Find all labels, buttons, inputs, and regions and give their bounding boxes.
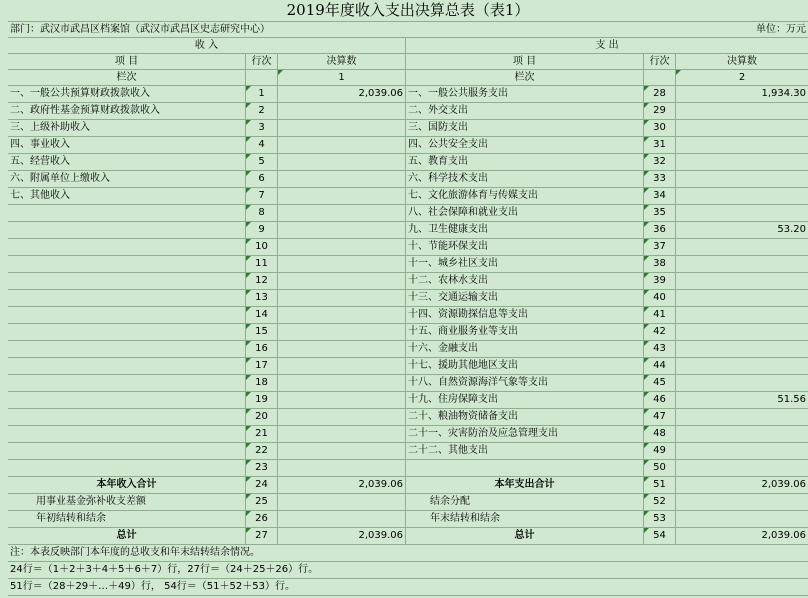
cell-marker-icon [246,375,251,380]
unit-label[interactable]: 单位：万元 [728,22,808,38]
expense-amount-cell[interactable] [676,290,808,307]
cell-marker-icon [644,477,649,482]
expense-item-cell[interactable]: 十、节能环保支出 [406,239,644,256]
cell-marker-icon [246,273,251,278]
table-row [0,307,808,324]
expense-amount-cell[interactable] [676,171,808,188]
cell-marker-icon [644,409,649,414]
expense-rowno-cell[interactable]: 51 [644,477,676,494]
expense-rowno-cell[interactable]: 40 [644,290,676,307]
department-label[interactable]: 部门：武汉市武昌区档案馆（武汉市武昌区史志研究中心） [8,22,728,38]
cell-marker-icon [246,256,251,261]
expense-item-cell[interactable]: 五、教育支出 [406,154,644,171]
expense-rowno-cell[interactable]: 52 [644,494,676,511]
cell-marker-icon [644,341,649,346]
income-rowno-cell[interactable]: 21 [246,426,278,443]
income-item-cell[interactable]: 四、事业收入 [8,137,246,154]
expense-rowno-cell[interactable]: 49 [644,443,676,460]
expense-rowno-cell[interactable]: 38 [644,256,676,273]
expense-amount-header[interactable]: 决算数 [676,54,808,70]
income-item-cell[interactable] [8,324,246,341]
expense-amount-cell[interactable] [676,375,808,392]
cell-marker-icon [676,70,681,75]
expense-rowno-cell[interactable]: 29 [644,103,676,120]
expense-lanci-rowno[interactable] [644,70,676,86]
income-item-cell[interactable]: 六、附属单位上缴收入 [8,171,246,188]
expense-rowno-cell[interactable]: 48 [644,426,676,443]
income-rowno-cell[interactable]: 17 [246,358,278,375]
table-row [0,341,808,358]
income-rowno-cell[interactable]: 12 [246,273,278,290]
expense-rowno-cell[interactable]: 31 [644,137,676,154]
income-rowno-cell[interactable]: 9 [246,222,278,239]
income-item-cell[interactable] [8,409,246,426]
income-item-cell[interactable]: 七、其他收入 [8,188,246,205]
income-rowno-cell[interactable]: 18 [246,375,278,392]
income-amount-cell[interactable] [278,426,406,443]
expense-amount-cell[interactable]: 2,039.06 [676,528,808,545]
cell-marker-icon [246,205,251,210]
cell-marker-icon [644,222,649,227]
expense-item-cell[interactable]: 十二、农林水支出 [406,273,644,290]
income-amount-cell[interactable] [278,137,406,154]
expense-amount-cell[interactable]: 1,934.30 [676,86,808,103]
income-amount-cell[interactable] [278,273,406,290]
cell-marker-icon [246,137,251,142]
cell-marker-icon [246,154,251,159]
table-row [0,137,808,154]
table-row [0,392,808,409]
cell-marker-icon [246,443,251,448]
expense-amount-cell[interactable]: 51.56 [676,392,808,409]
title-row [0,0,808,22]
income-item-cell[interactable]: 总计 [8,528,246,545]
expense-item-cell[interactable]: 十八、自然资源海洋气象等支出 [406,375,644,392]
income-amount-cell[interactable] [278,392,406,409]
cell-marker-icon [278,70,283,75]
expense-rowno-cell[interactable]: 47 [644,409,676,426]
expense-amount-cell[interactable] [676,273,808,290]
income-rowno-cell[interactable]: 11 [246,256,278,273]
formula-note-1[interactable]: 24行＝（1＋2＋3＋4＋5＋6＋7）行，27行＝（24＋25＋26）行。 [8,562,808,579]
table-row [0,477,808,494]
expense-item-cell[interactable]: 十九、住房保障支出 [406,392,644,409]
income-amount-cell[interactable] [278,239,406,256]
income-amount-cell[interactable] [278,171,406,188]
expense-col-number[interactable]: 2 [676,70,808,86]
table-row [0,443,808,460]
cell-marker-icon [644,460,649,465]
table-row [0,290,808,307]
header-row-3 [0,70,808,86]
income-item-cell[interactable]: 一、一般公共预算财政拨款收入 [8,86,246,103]
table-row [0,460,808,477]
income-item-cell[interactable]: 年初结转和结余 [8,511,246,528]
income-item-cell[interactable]: 三、上级补助收入 [8,120,246,137]
note-text[interactable]: 注：本表反映部门本年度的总收支和年末结转结余情况。 [8,545,808,562]
cell-marker-icon [246,528,251,533]
income-amount-cell[interactable] [278,494,406,511]
cell-marker-icon [644,239,649,244]
expense-amount-cell[interactable]: 2,039.06 [676,477,808,494]
income-item-cell[interactable] [8,375,246,392]
expense-amount-cell[interactable] [676,494,808,511]
cell-marker-icon [644,154,649,159]
expense-rowno-cell[interactable]: 30 [644,120,676,137]
expense-item-cell[interactable]: 结余分配 [406,494,644,511]
income-rowno-cell[interactable]: 20 [246,409,278,426]
income-rowno-header[interactable]: 行次 [246,54,278,70]
expense-rowno-cell[interactable]: 53 [644,511,676,528]
income-amount-cell[interactable]: 2,039.06 [278,86,406,103]
note-row-2 [0,562,808,579]
income-amount-cell[interactable] [278,358,406,375]
expense-rowno-cell[interactable]: 28 [644,86,676,103]
table-row [0,324,808,341]
table-row [0,494,808,511]
income-amount-cell[interactable] [278,188,406,205]
income-rowno-cell[interactable]: 26 [246,511,278,528]
income-rowno-cell[interactable]: 13 [246,290,278,307]
income-rowno-cell[interactable]: 27 [246,528,278,545]
expense-amount-cell[interactable] [676,443,808,460]
expense-amount-cell[interactable] [676,205,808,222]
table-row [0,171,808,188]
expense-rowno-cell[interactable]: 32 [644,154,676,171]
cell-marker-icon [246,290,251,295]
income-amount-cell[interactable] [278,290,406,307]
income-rowno-cell[interactable]: 15 [246,324,278,341]
income-amount-cell[interactable] [278,341,406,358]
expense-item-cell[interactable]: 九、卫生健康支出 [406,222,644,239]
income-amount-cell[interactable]: 2,039.06 [278,528,406,545]
cell-marker-icon [644,443,649,448]
expense-amount-cell[interactable] [676,426,808,443]
income-amount-cell[interactable] [278,205,406,222]
cell-marker-icon [246,307,251,312]
income-item-header[interactable]: 项 目 [8,54,246,70]
expense-rowno-cell[interactable]: 37 [644,239,676,256]
income-amount-cell[interactable] [278,409,406,426]
income-col-number[interactable]: 1 [278,70,406,86]
cell-marker-icon [246,188,251,193]
table-row [0,528,808,545]
income-amount-cell[interactable] [278,120,406,137]
expense-amount-cell[interactable] [676,239,808,256]
cell-marker-icon [246,120,251,125]
table-row [0,86,808,103]
expense-amount-cell[interactable] [676,154,808,171]
header-row-2 [0,54,808,70]
income-item-cell[interactable] [8,358,246,375]
table-row [0,256,808,273]
expense-item-header[interactable]: 项 目 [406,54,644,70]
expense-rowno-cell[interactable]: 44 [644,358,676,375]
cell-marker-icon [246,103,251,108]
expense-rowno-cell[interactable]: 50 [644,460,676,477]
income-item-cell[interactable] [8,239,246,256]
income-item-cell[interactable] [8,290,246,307]
expense-rowno-cell[interactable]: 45 [644,375,676,392]
expense-amount-cell[interactable] [676,188,808,205]
income-rowno-cell[interactable]: 19 [246,392,278,409]
income-amount-cell[interactable] [278,324,406,341]
expense-item-cell[interactable]: 总计 [406,528,644,545]
expense-rowno-cell[interactable]: 33 [644,171,676,188]
income-amount-cell[interactable] [278,222,406,239]
cell-marker-icon [246,324,251,329]
income-amount-header[interactable]: 决算数 [278,54,406,70]
expense-item-cell[interactable]: 二十、粮油物资储备支出 [406,409,644,426]
expense-rowno-cell[interactable]: 41 [644,307,676,324]
income-item-cell[interactable] [8,273,246,290]
income-item-cell[interactable]: 五、经营收入 [8,154,246,171]
income-item-cell[interactable] [8,307,246,324]
expense-rowno-cell[interactable]: 34 [644,188,676,205]
expense-amount-cell[interactable]: 53.20 [676,222,808,239]
cell-marker-icon [246,239,251,244]
income-amount-cell[interactable] [278,154,406,171]
expense-item-cell[interactable]: 十三、交通运输支出 [406,290,644,307]
expense-item-cell[interactable]: 十一、城乡社区支出 [406,256,644,273]
cell-marker-icon [644,86,649,91]
expense-item-cell[interactable]: 七、文化旅游体育与传媒支出 [406,188,644,205]
table-row [0,358,808,375]
expense-item-cell[interactable]: 十五、商业服务业等支出 [406,324,644,341]
expense-amount-cell[interactable] [676,137,808,154]
expense-amount-cell[interactable] [676,409,808,426]
cell-marker-icon [644,392,649,397]
income-amount-cell[interactable]: 2,039.06 [278,477,406,494]
cell-marker-icon [246,341,251,346]
income-amount-cell[interactable] [278,103,406,120]
expense-item-cell[interactable]: 二、外交支出 [406,103,644,120]
income-rowno-cell[interactable]: 4 [246,137,278,154]
income-item-cell[interactable]: 用事业基金弥补收支差额 [8,494,246,511]
income-amount-cell[interactable] [278,375,406,392]
income-header[interactable]: 收 入 [8,38,406,54]
cell-marker-icon [644,273,649,278]
income-lanci-label[interactable]: 栏次 [8,70,246,86]
expense-item-cell[interactable] [406,460,644,477]
table-row [0,120,808,137]
cell-marker-icon [644,188,649,193]
cell-marker-icon [246,392,251,397]
table-row [0,375,808,392]
income-item-cell[interactable] [8,341,246,358]
expense-amount-cell[interactable] [676,256,808,273]
expense-rowno-cell[interactable]: 54 [644,528,676,545]
income-rowno-cell[interactable]: 24 [246,477,278,494]
expense-amount-cell[interactable] [676,511,808,528]
header-row-1 [0,38,808,54]
income-amount-cell[interactable] [278,256,406,273]
table-row [0,103,808,120]
expense-item-cell[interactable]: 四、公共安全支出 [406,137,644,154]
table-row [0,205,808,222]
expense-item-cell[interactable]: 一、一般公共服务支出 [406,86,644,103]
income-rowno-cell[interactable]: 6 [246,171,278,188]
income-amount-cell[interactable] [278,460,406,477]
income-rowno-cell[interactable]: 22 [246,443,278,460]
table-row [0,426,808,443]
expense-rowno-cell[interactable]: 42 [644,324,676,341]
expense-amount-cell[interactable] [676,324,808,341]
income-item-cell[interactable] [8,392,246,409]
expense-rowno-cell[interactable]: 36 [644,222,676,239]
income-rowno-cell[interactable]: 7 [246,188,278,205]
expense-rowno-header[interactable]: 行次 [644,54,676,70]
expense-amount-cell[interactable] [676,307,808,324]
cell-marker-icon [246,86,251,91]
income-item-cell[interactable] [8,443,246,460]
dept-row [0,22,808,38]
expense-item-cell[interactable]: 年末结转和结余 [406,511,644,528]
table-row [0,154,808,171]
income-rowno-cell[interactable]: 2 [246,103,278,120]
expense-item-cell[interactable]: 八、社会保障和就业支出 [406,205,644,222]
expense-item-cell[interactable]: 十四、资源勘探信息等支出 [406,307,644,324]
cell-marker-icon [644,256,649,261]
cell-marker-icon [644,171,649,176]
cell-marker-icon [644,205,649,210]
formula-note-2[interactable]: 51行＝（28＋29＋…＋49）行， 54行＝（51＋52＋53）行。 [8,579,808,596]
expense-lanci-label[interactable]: 栏次 [406,70,644,86]
cell-marker-icon [246,222,251,227]
income-rowno-cell[interactable]: 3 [246,120,278,137]
note-row-3 [0,579,808,596]
income-rowno-cell[interactable]: 16 [246,341,278,358]
expense-item-cell[interactable]: 十六、金融支出 [406,341,644,358]
expense-amount-cell[interactable] [676,103,808,120]
income-rowno-cell[interactable]: 10 [246,239,278,256]
expense-header[interactable]: 支 出 [406,38,808,54]
income-rowno-cell[interactable]: 5 [246,154,278,171]
cell-marker-icon [246,494,251,499]
cell-marker-icon [644,528,649,533]
expense-amount-cell[interactable] [676,358,808,375]
income-rowno-cell[interactable]: 23 [246,460,278,477]
income-amount-cell[interactable] [278,443,406,460]
cell-marker-icon [246,460,251,465]
cell-marker-icon [644,290,649,295]
income-rowno-cell[interactable]: 25 [246,494,278,511]
expense-item-cell[interactable]: 六、科学技术支出 [406,171,644,188]
expense-item-cell[interactable]: 二十一、灾害防治及应急管理支出 [406,426,644,443]
income-item-cell[interactable] [8,222,246,239]
cell-marker-icon [246,171,251,176]
table-row [0,273,808,290]
income-rowno-cell[interactable]: 8 [246,205,278,222]
table-row [0,222,808,239]
cell-marker-icon [644,137,649,142]
income-item-cell[interactable] [8,426,246,443]
cell-marker-icon [246,426,251,431]
cell-marker-icon [644,511,649,516]
cell-marker-icon [644,307,649,312]
cell-marker-icon [644,375,649,380]
expense-rowno-cell[interactable]: 35 [644,205,676,222]
table-row [0,188,808,205]
cell-marker-icon [246,511,251,516]
cell-marker-icon [246,477,251,482]
cell-marker-icon [644,120,649,125]
cell-marker-icon [644,103,649,108]
expense-item-cell[interactable]: 十七、援助其他地区支出 [406,358,644,375]
expense-item-cell[interactable]: 二十二、其他支出 [406,443,644,460]
cell-marker-icon [246,409,251,414]
income-item-cell[interactable]: 二、政府性基金预算财政拨款收入 [8,103,246,120]
income-rowno-cell[interactable]: 1 [246,86,278,103]
cell-marker-icon [246,358,251,363]
cell-marker-icon [644,358,649,363]
table-title[interactable]: 2019年度收入支出决算总表（表1） [8,0,808,22]
expense-rowno-cell[interactable]: 43 [644,341,676,358]
expense-item-cell[interactable]: 三、国防支出 [406,120,644,137]
income-rowno-cell[interactable]: 14 [246,307,278,324]
income-lanci-rowno[interactable] [246,70,278,86]
expense-rowno-cell[interactable]: 39 [644,273,676,290]
expense-amount-cell[interactable] [676,120,808,137]
cell-marker-icon [644,494,649,499]
table-row [0,511,808,528]
income-item-cell[interactable]: 本年收入合计 [8,477,246,494]
income-amount-cell[interactable] [278,511,406,528]
income-amount-cell[interactable] [278,307,406,324]
table-row [0,409,808,426]
table-row [0,239,808,256]
cell-marker-icon [644,426,649,431]
income-item-cell[interactable] [8,256,246,273]
income-item-cell[interactable] [8,205,246,222]
expense-amount-cell[interactable] [676,460,808,477]
cell-marker-icon [644,324,649,329]
income-item-cell[interactable] [8,460,246,477]
note-row-1 [0,545,808,562]
expense-amount-cell[interactable] [676,341,808,358]
expense-item-cell[interactable]: 本年支出合计 [406,477,644,494]
expense-rowno-cell[interactable]: 46 [644,392,676,409]
